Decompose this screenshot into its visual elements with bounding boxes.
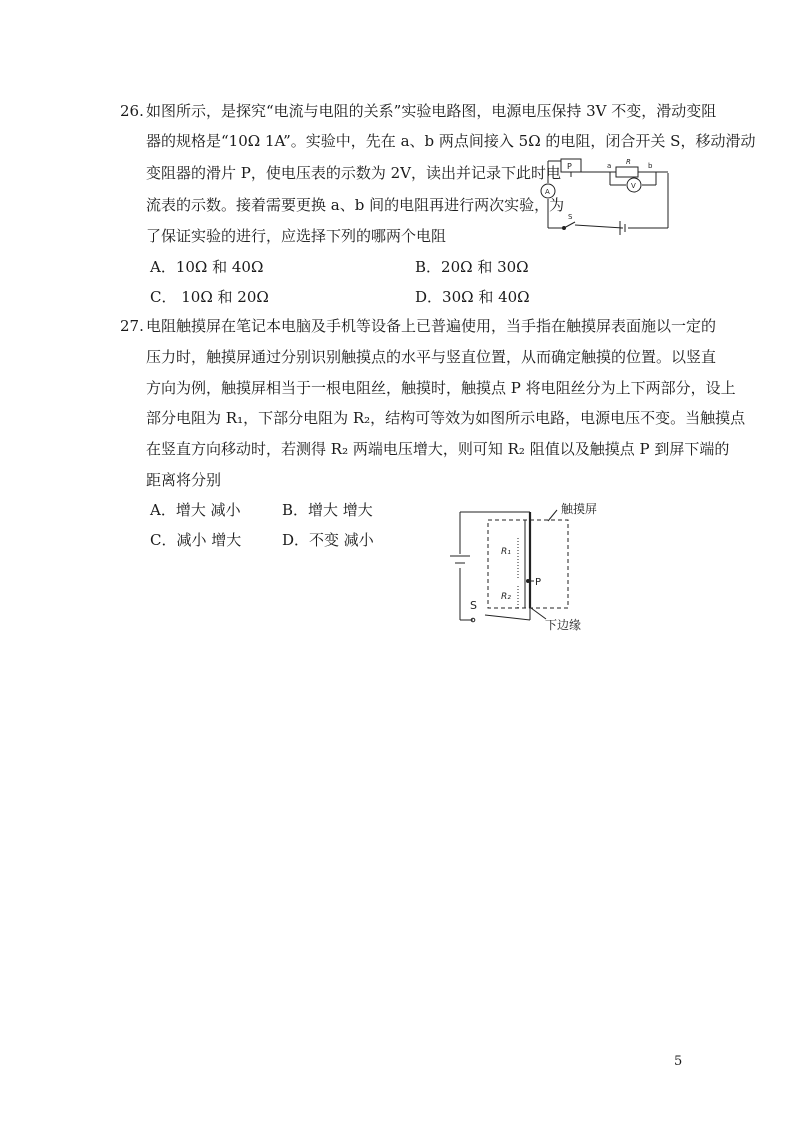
q26-option-b: B．20Ω 和 30Ω [415, 258, 529, 276]
q26-line-2: 器的规格是“10Ω 1A”。实验中，先在 a、b 两点间接入 5Ω 的电阻，闭合开关 S，移动滑动 [146, 132, 756, 150]
q26-option-a: A．10Ω 和 40Ω [150, 258, 264, 276]
q26-option-c: C． 10Ω 和 20Ω [150, 288, 269, 306]
q26-line-3: 变阻器的滑片 P，使电压表的示数为 2V，读出并记录下此时电 [146, 164, 562, 182]
q27-label-s: S [470, 599, 477, 612]
q26-option-d: D．30Ω 和 40Ω [415, 288, 530, 306]
q27-number: 27. [120, 317, 144, 335]
q26-line-5: 了保证实验的进行，应选择下列的哪两个电阻 [146, 227, 447, 245]
q27-line-4: 部分电阻为 R₁，下部分电阻为 R₂，结构可等效为如图所示电路，电源电压不变。当触摸点 [146, 409, 746, 427]
q27-option-b: B．增大 增大 [282, 501, 373, 519]
q26-circuit-diagram [538, 155, 678, 235]
page-number: 5 [674, 1054, 683, 1069]
q27-line-3: 方向为例，触摸屏相当于一根电阻丝，触摸时，触摸点 P 将电阻丝分为上下两部分，设上 [146, 379, 736, 397]
q27-label-r1: R₁ [501, 547, 511, 557]
q26-line-4: 流表的示数。接着需要更换 a、b 间的电阻再进行两次实验，为 [146, 196, 565, 214]
q26-number: 26. [120, 102, 144, 120]
q26-label-r: R [626, 158, 631, 166]
q27-option-a: A．增大 减小 [150, 501, 241, 519]
q27-line-6: 距离将分别 [146, 471, 222, 489]
q26-label-b: b [648, 162, 653, 170]
q27-line-1: 电阻触摸屏在笔记本电脑及手机等设备上已普遍使用，当手指在触摸屏表面施以一定的 [146, 317, 717, 335]
q26-ammeter-label: A [545, 188, 550, 196]
q26-voltmeter-label: V [631, 182, 636, 190]
q27-line-5: 在竖直方向移动时，若测得 R₂ 两端电压增大，则可知 R₂ 阻值以及触摸点 P 到屏下端的 [146, 440, 730, 458]
q27-touchscreen-diagram [445, 498, 625, 633]
q26-line-1: 如图所示，是探究“电流与电阻的关系”实验电路图，电源电压保持 3V 不变，滑动变阻 [146, 102, 717, 120]
q27-label-r2: R₂ [501, 592, 511, 602]
q27-line-2: 压力时，触摸屏通过分别识别触摸点的水平与竖直位置，从而确定触摸的位置。以竖直 [146, 348, 717, 366]
q26-label-s: S [568, 213, 573, 221]
q27-option-d: D．不变 减小 [282, 531, 374, 549]
q27-label-bottom-edge: 下边缘 [545, 618, 582, 632]
q26-label-p: P [567, 162, 572, 171]
q26-label-a: a [607, 162, 612, 170]
q27-option-c: C．减小 增大 [150, 531, 242, 549]
q27-label-touchscreen: 触摸屏 [561, 502, 598, 516]
q27-label-p: P [535, 577, 542, 588]
